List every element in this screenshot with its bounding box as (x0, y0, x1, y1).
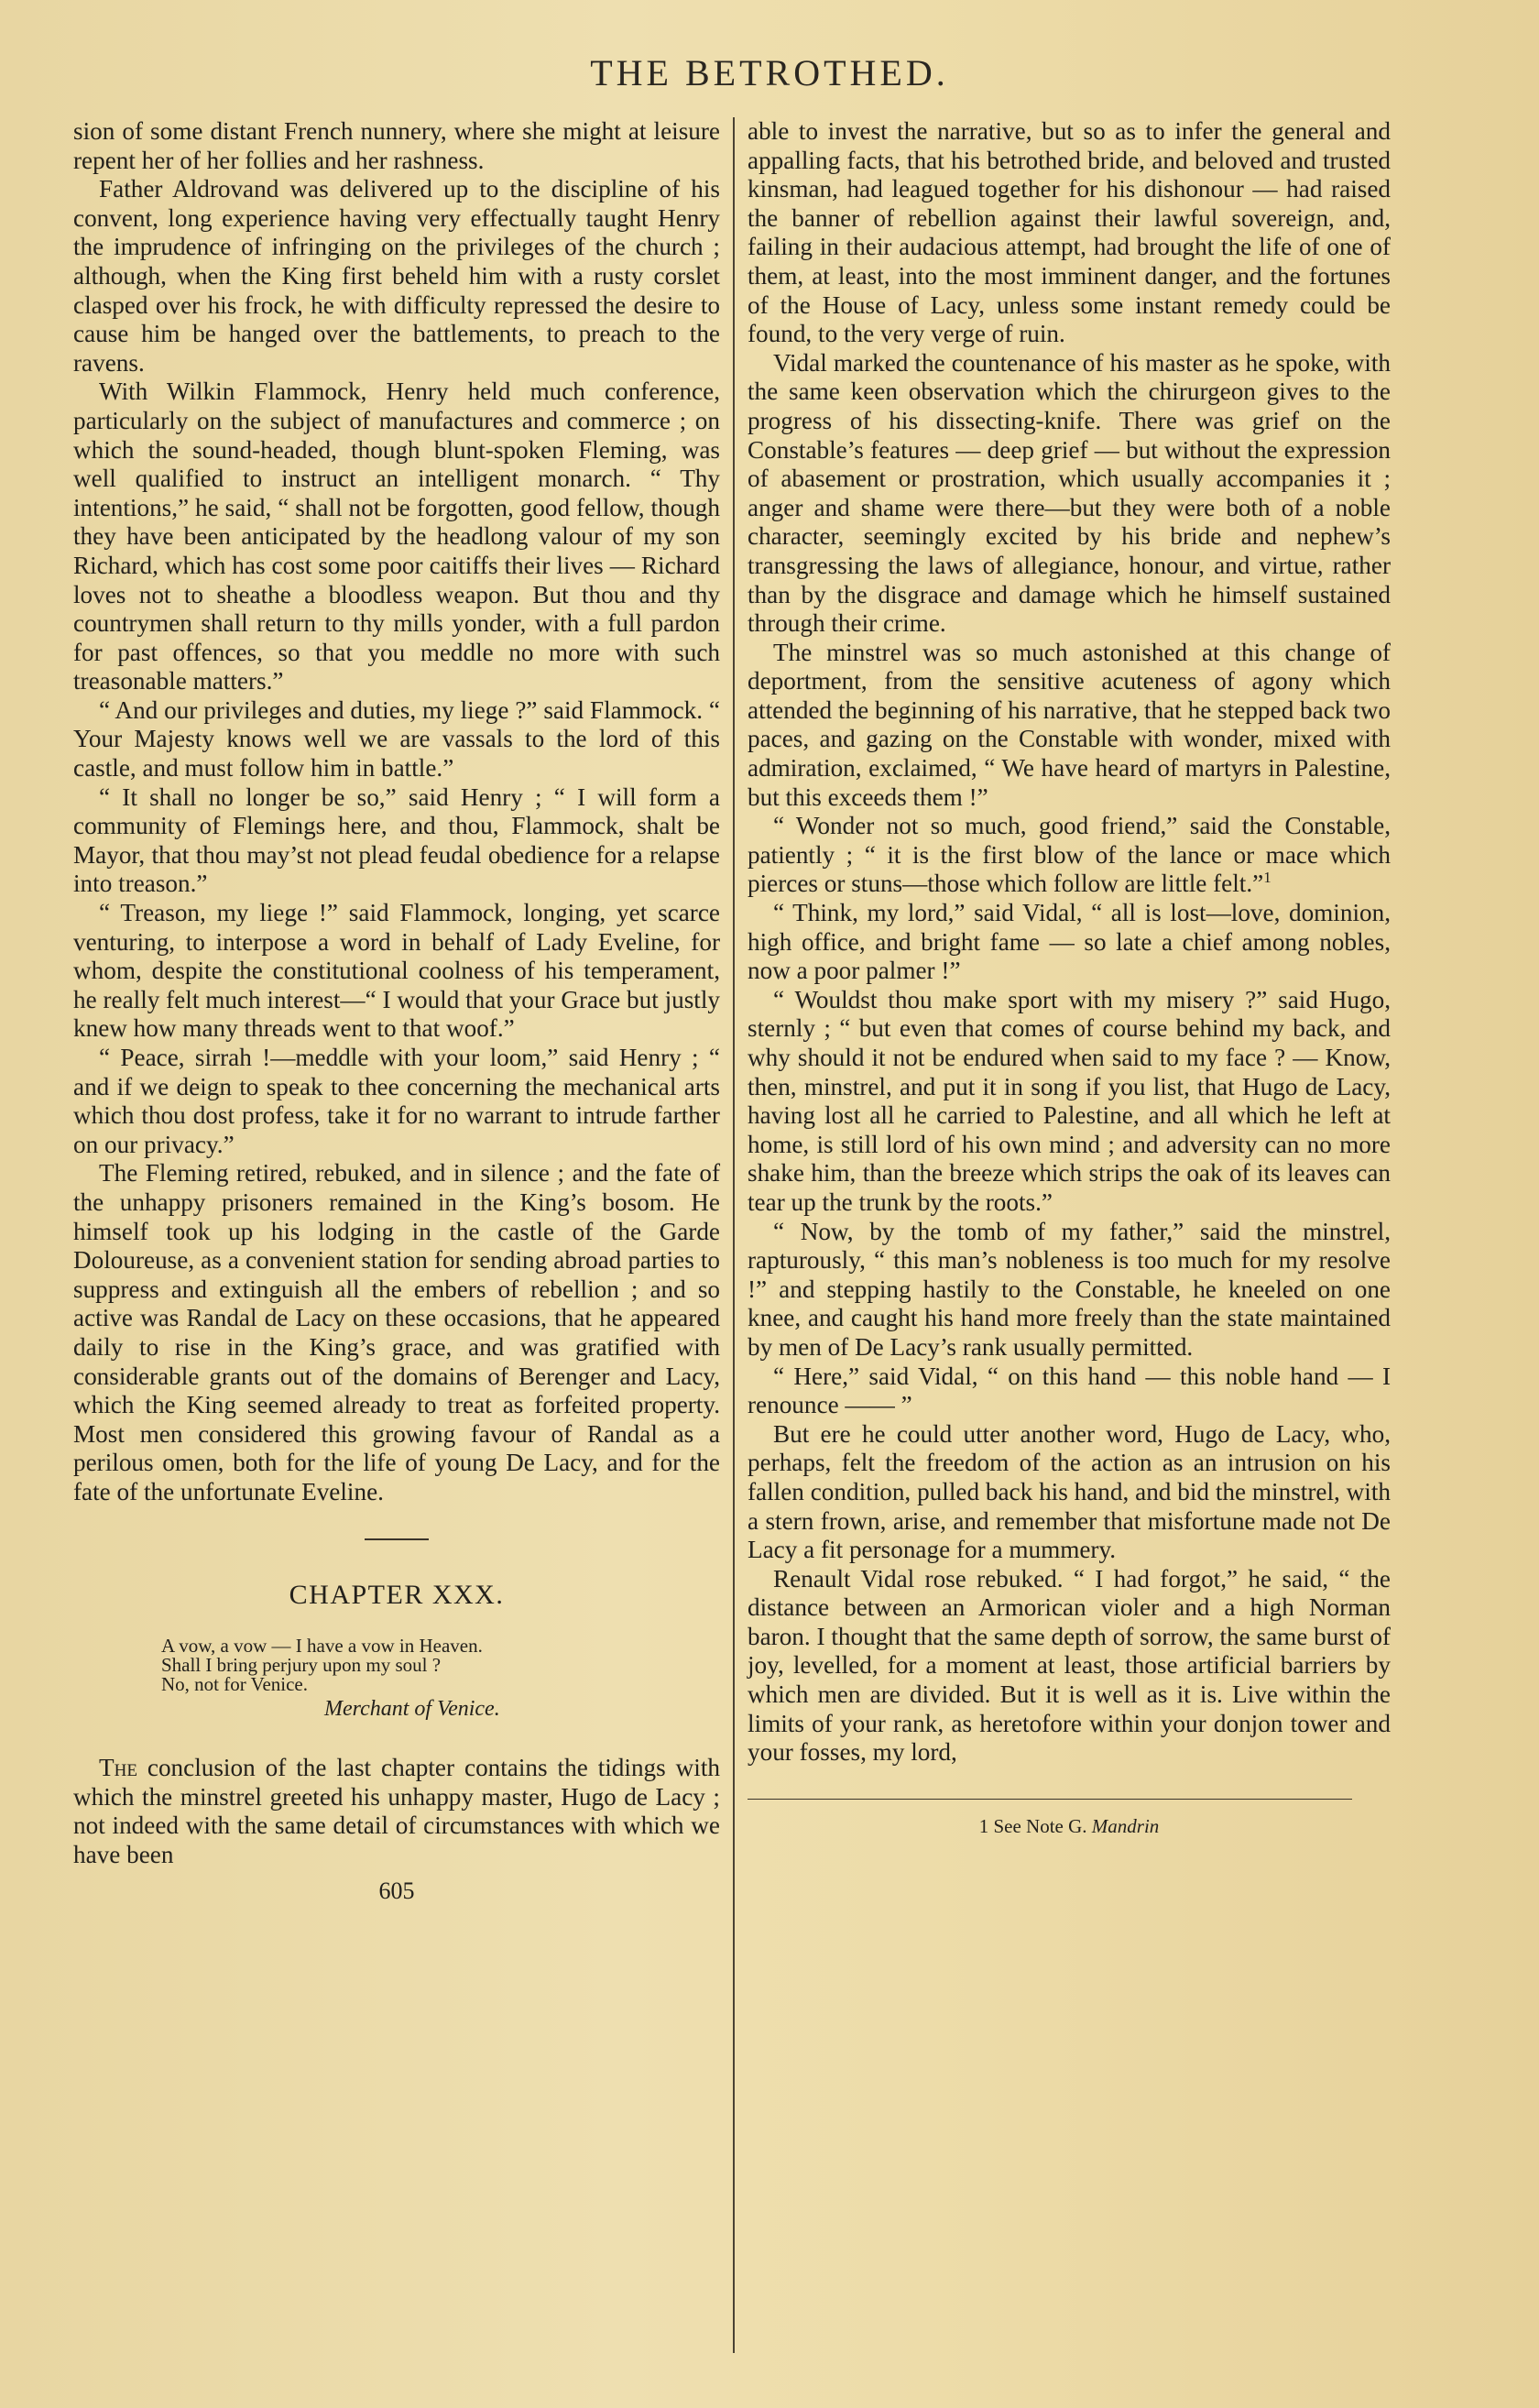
footnote-text: 1 See Note G. (978, 1815, 1087, 1838)
epigraph-line: Shall I bring perjury upon my soul ? (161, 1654, 442, 1677)
paragraph: “ Peace, sirrah !—meddle with your loom,” said Henry ; “ and if we deign to speak to thee concerning the mechanical arts which thou dost profess, take it for no warrant to intrude farther on our privacy.” (73, 1044, 720, 1158)
paragraph (748, 639, 1391, 813)
paragraph-text: able to invest the narrative, but so as to infer the general and appalling facts, that his betrothed bride, and beloved and trusted kinsman, had leagued together for his dishonour — had raised the banner of rebellion against their lawful sovereign, and, failing in their audacious attempt, had brought the life of one of them, at least, into the most imminent danger, and the fortunes of the House of Lacy, unless some instant remedy could be found, to the very verge of ruin. (748, 117, 1391, 348)
paragraph (748, 1420, 1391, 1565)
column-divider (733, 117, 735, 2353)
paragraph-text: Vidal marked the countenance of his master as he spoke, with the same keen observation which the chirurgeon gives to the progress of his dissecting-knife. There was grief on the Constable’s features — deep grief — but without the expression of abasement or prostration, which usually accompanies it ; anger and shame were there—but they were both of a noble character, seemingly excited by his bride and nephew’s transgressing the laws of allegiance, honour, and virtue, rather than by the disgrace and damage which he himself sustained through their crime. (748, 348, 1391, 638)
paragraph (748, 117, 1391, 349)
footnote-marker: 1 (1263, 869, 1272, 887)
paragraph: Father Aldrovand was delivered up to the discipline of his convent, long experience having very effectually taught Henry the imprudence of infringing on the privileges of the church ; although, when the King first beheld him with a rusty corslet clasped over his frock, he with difficulty repressed the desire to cause him be hanged over the battlements, to preach to the ravens. (73, 175, 720, 377)
left-column (73, 117, 720, 1906)
paragraph-text: “ Now, by the tomb of my father,” said the minstrel, rapturously, “ this man’s nobleness is too much for my resolve !” and stepping hastily to the Constable, he kneeled on one knee, and caught his hand more freely than the state maintained by men of De Lacy’s rank usually permitted. (748, 1217, 1391, 1361)
paragraph-text: “ Think, my lord,” said Vidal, “ all is lost—love, dominion, high office, and bright fame — so late a chief among nobles, now a poor palmer !” (748, 899, 1391, 985)
paragraph: “ It shall no longer be so,” said Henry ; “ I will form a community of Flemings here, and thou, Flammock, shalt be Mayor, that thou may’st not plead feudal obedience for a relapse into treason.” (73, 783, 720, 898)
footnote-rule (748, 1799, 1352, 1801)
paragraph-text: Renault Vidal rose rebuked. “ I had forgot,” he said, “ the distance between an Armorican violer and a high Norman baron. I thought that the same depth of sorrow, the same burst of joy, levelled, for a moment at least, those artificial barriers by which men are divided. But it is well as it is. Live within the limits of your rank, as heretofore within your donjon tower and your fosses, my lord, (748, 1564, 1391, 1767)
opening-text: conclusion of the last chapter contains the tidings with which the minstrel greeted his unhappy master, Hugo de Lacy ; not indeed with the same detail of circumstances with which we have been (73, 1754, 720, 1868)
paragraph-text: “ Here,” said Vidal, “ on this hand — this noble hand — I renounce —— ” (748, 1362, 1391, 1419)
paragraph (748, 986, 1391, 1218)
paragraph-text: The minstrel was so much astonished at this change of deportment, from the sensitive acuteness of agony which attended the beginning of his narrative, that he stepped back two paces, and gazing on the Constable with wonder, mixed with admiration, exclaimed, “ We have heard of martyrs in Palestine, but this exceeds them !” (748, 638, 1391, 811)
right-column (748, 117, 1391, 1842)
chapter-epigraph (161, 1635, 720, 1722)
left-paragraphs (73, 117, 720, 1507)
epigraph-line: No, not for Venice. (161, 1673, 308, 1696)
paragraph (748, 899, 1391, 986)
opening-word: The (99, 1754, 137, 1782)
paragraph: The Fleming retired, rebuked, and in silence ; and the fate of the unhappy prisoners remained in the King’s bosom. He himself took up his lodging in the castle of the Garde Doloureuse, as a convenient station for sending abroad parties to suppress and extinguish all the embers of rebellion ; and so active was Randal de Lacy on these occasions, that he appeared daily to rise in the King’s grace, and was gratified with considerable grants out of the domains of Berenger and Lacy, which the King seemed already to treat as forfeited property. Most men considered this growing favour of Randal as a perilous omen, both for the life of young De Lacy, and for the fate of the unfortunate Eveline. (73, 1159, 720, 1505)
footnote-italic-text: Mandrin (1091, 1815, 1160, 1838)
page-number: 605 (378, 1877, 415, 1905)
paragraph (748, 812, 1391, 899)
right-paragraphs (748, 117, 1391, 1768)
epigraph-attribution: Merchant of Venice. (324, 1697, 500, 1722)
chapter-opening-paragraph (73, 1754, 720, 1869)
paragraph (748, 1363, 1391, 1420)
paragraph-text: “ Wouldst thou make sport with my misery ?” said Hugo, sternly ; “ but even that comes of course behind my back, and why should it not be endured when said to my face ? — Know, then, minstrel, and put it in song if you list, that Hugo de Lacy, having lost all he carried to Palestine, and all which he left at home, is still lord of his own mind ; and adversity can no more shake him, than the breeze which strips the oak of its leaves can tear up the trunk by the roots.” (748, 985, 1391, 1216)
paragraph (748, 1218, 1391, 1363)
paragraph (748, 1565, 1391, 1768)
paragraph: “ And our privileges and duties, my liege ?” said Flammock. “ Your Majesty knows well we are vassals to the lord of this castle, and must follow him in battle.” (73, 695, 720, 783)
footnote (748, 1812, 1391, 1842)
paragraph-text: But ere he could utter another word, Hugo de Lacy, who, perhaps, felt the freedom of the action as an intrusion on his fallen condition, pulled back his hand, and bid the minstrel, with a stern frown, arise, and remember that misfortune made not De Lacy a fit personage for a mummery. (748, 1419, 1391, 1564)
paragraph: With Wilkin Flammock, Henry held much conference, particularly on the subject of manufactures and commerce ; on which the sound-headed, though blunt-spoken Fleming, was well qualified to instruct an intelligent monarch. “ Thy intentions,” he said, “ shall not be forgotten, good fellow, though they have been anticipated by the headlong valour of my son Richard, which has cost some poor caitiffs their lives — Richard loves not to sheathe a bloodless weapon. But thou and thy countrymen shall return to thy mills yonder, with a full pardon for past offences, so that you meddle no more with such treasonable matters.” (73, 378, 720, 695)
paragraph: sion of some distant French nunnery, where she might at leisure repent her of her follies and her rashness. (73, 117, 720, 174)
chapter-divider-rule (365, 1538, 429, 1540)
epigraph-line: A vow, a vow — I have a vow in Heaven. (161, 1635, 483, 1658)
paragraph (748, 349, 1391, 639)
chapter-title: CHAPTER XXX. (289, 1579, 505, 1610)
paragraph: “ Treason, my liege !” said Flammock, longing, yet scarce venturing, to interpose a word in behalf of Lady Eveline, for whom, despite the constitutional coolness of his temperament, he really felt much interest—“ I would that your Grace but justly knew how many threads went to that woof.” (73, 899, 720, 1043)
paragraph-text: “ Wonder not so much, good friend,” said the Constable, patiently ; “ it is the first blow of the lance or mace which pierces or stuns—those which follow are little felt.” (748, 812, 1391, 898)
running-head: THE BETROTHED. (590, 52, 949, 93)
